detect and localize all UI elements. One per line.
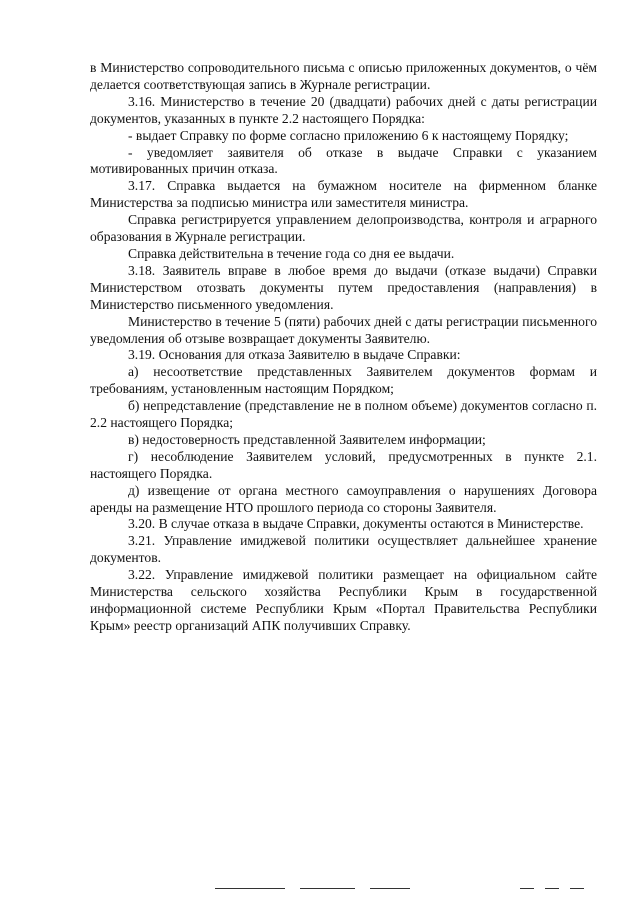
paragraph-3-20: 3.20. В случае отказа в выдаче Справки, документы остаются в Министерстве. [128, 516, 584, 532]
paragraph-3-21: 3.21. Управление имиджевой политики осуществляет дальнейшее хранение документов. [90, 533, 597, 566]
paragraph-3-19-g: г) несоблюдение Заявителем условий, предусмотренных в пункте 2.1. настоящего Порядка. [90, 448, 597, 481]
paragraph-3-18-return: Министерство в течение 5 (пяти) рабочих дней с даты регистрации письменного уведомления об отзыве возвращает документы Заявителю. [90, 313, 597, 346]
document-body [90, 60, 597, 635]
footer-scan-line-6 [570, 888, 584, 889]
footer-scan-line-4 [520, 888, 534, 889]
paragraph-3-19-v: в) недостоверность представленной Заявителем информации; [128, 431, 486, 447]
paragraph-3-22: 3.22. Управление имиджевой политики размещает на официальном сайте Министерства сельского хозяйства Республики Крым в государственной информационной системе Республики Крым «Портал Правительства Республики Крым» реестр организаций АПК получивших Справку. [90, 567, 597, 633]
paragraph-3-16: 3.16. Министерство в течение 20 (двадцати) рабочих дней с даты регистрации документов, указанных в пункте 2.2 настоящего Порядка: [90, 93, 597, 126]
paragraph-continuation: в Министерство сопроводительного письма с описью приложенных документов, о чём делается соответствующая запись в Журнале регистрации. [90, 60, 597, 92]
paragraph-3-18: 3.18. Заявитель вправе в любое время до выдачи (отказе выдачи) Справки Министерством отозвать документы путем предоставления (направления) в Министерство письменного уведомления. [90, 262, 597, 312]
paragraph-3-16-item-2: - уведомляет заявителя об отказе в выдаче Справки с указанием мотивированных причин отказа. [90, 144, 597, 177]
paragraph-3-19-d: д) извещение от органа местного самоуправления о нарушениях Договора аренды на размещение НТО прошлого периода со стороны Заявителя. [90, 482, 597, 515]
paragraph-3-17-registration: Справка регистрируется управлением делопроизводства, контроля и аграрного образования в Журнале регистрации. [90, 212, 597, 245]
paragraph-3-17-validity: Справка действительна в течение года со дня ее выдачи. [128, 245, 455, 261]
footer-scan-line-3 [370, 888, 410, 889]
footer-scan-line-1 [215, 888, 285, 889]
paragraph-3-19-a: а) несоответствие представленных Заявителем документов формам и требованиям, установленным настоящим Порядком; [90, 364, 597, 397]
paragraph-3-19: 3.19. Основания для отказа Заявителю в выдаче Справки: [128, 347, 461, 363]
footer-scan-line-2 [300, 888, 355, 889]
paragraph-3-16-item-1: - выдает Справку по форме согласно приложению 6 к настоящему Порядку; [128, 127, 569, 143]
paragraph-3-17: 3.17. Справка выдается на бумажном носителе на фирменном бланке Министерства за подписью министра или заместителя министра. [90, 178, 597, 211]
footer-scan-line-5 [545, 888, 559, 889]
paragraph-3-19-b: б) непредставление (представление не в полном объеме) документов согласно п. 2.2 настоящего Порядка; [90, 398, 597, 431]
